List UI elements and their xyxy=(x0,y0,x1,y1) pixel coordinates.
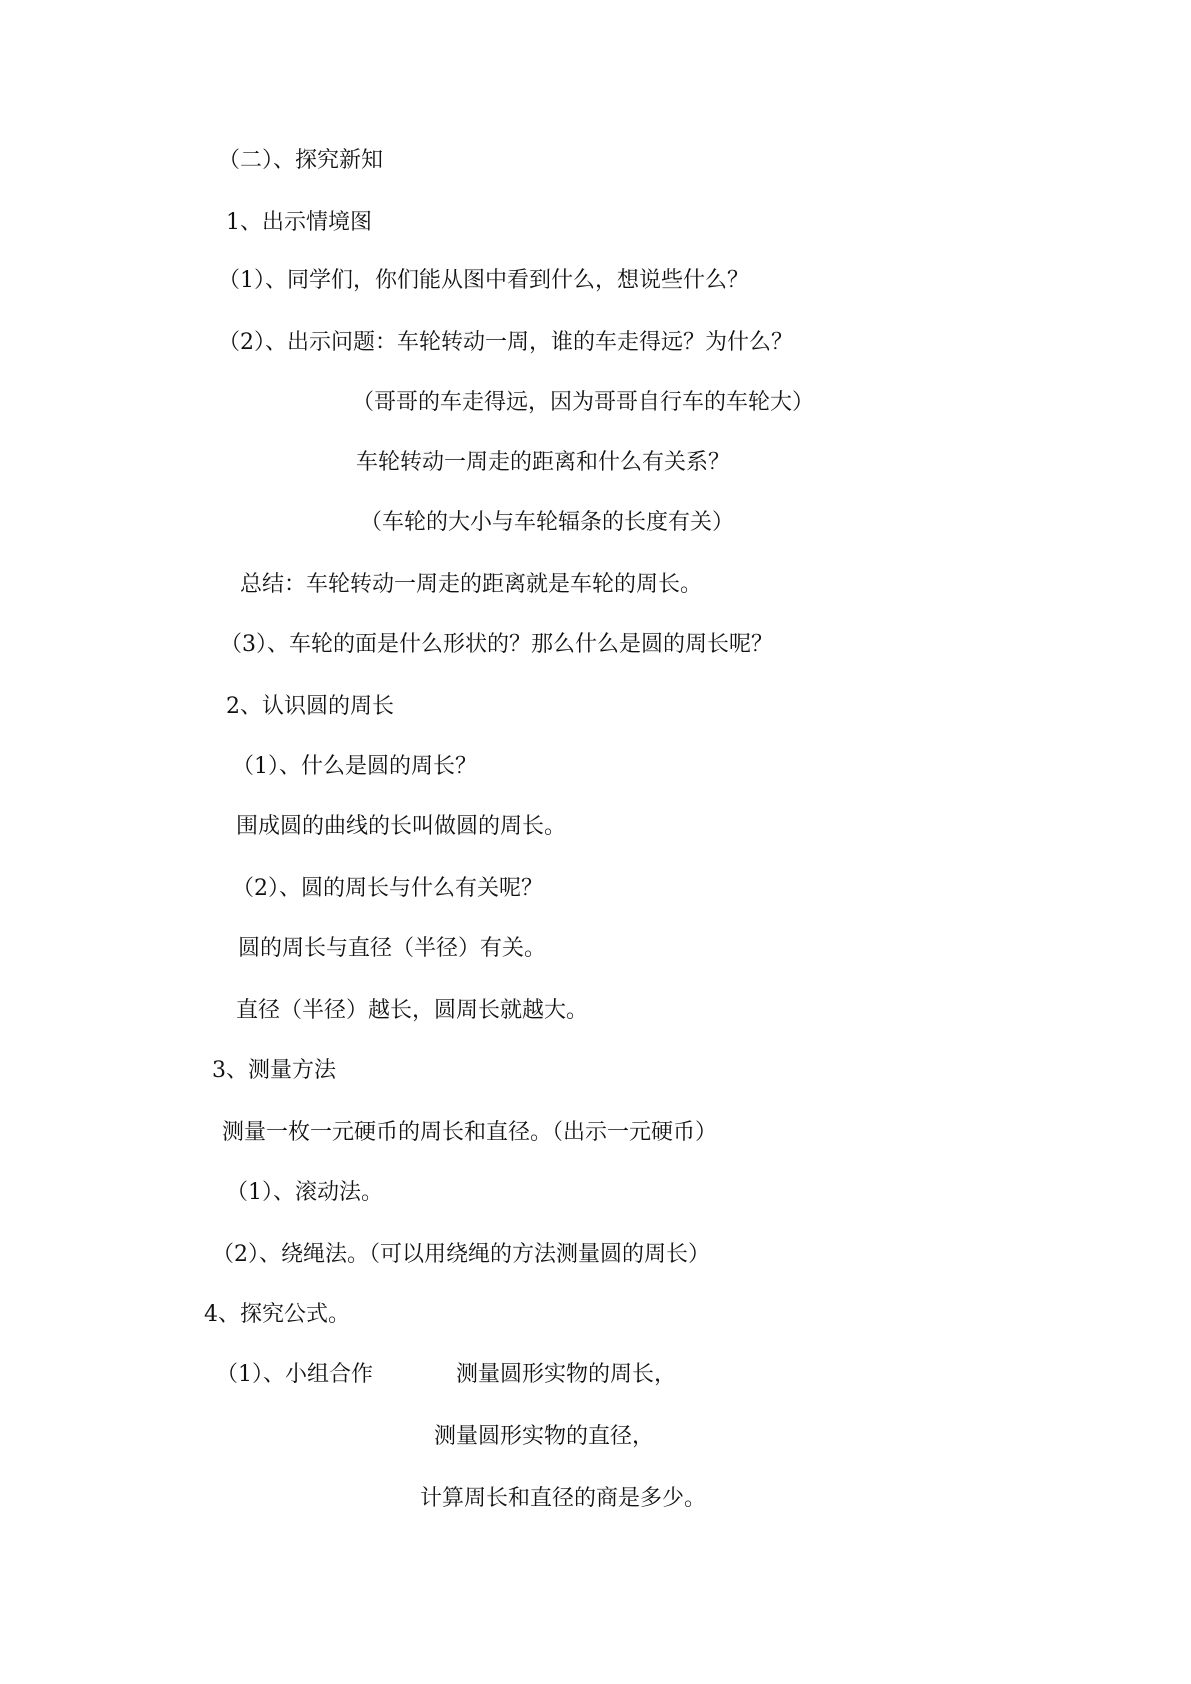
section-heading-explore: （二）、探究新知 xyxy=(218,148,384,173)
step-1-question-3: （3）、车轮的面是什么形状的？那么什么是圆的周长呢？ xyxy=(220,632,773,657)
group-task-2: 测量圆形实物的直径， xyxy=(434,1424,655,1449)
follow-up-question: 车轮转动一周走的距离和什么有关系？ xyxy=(356,450,731,475)
method-string: （2）、绕绳法。（可以用绕绳的方法测量圆的周长） xyxy=(212,1242,710,1267)
step-2-question-2: （2）、圆的周长与什么有关呢？ xyxy=(232,876,543,901)
group-work-label: （1）、小组合作 xyxy=(216,1362,373,1387)
relation-conclusion: 直径（半径）越长，圆周长就越大。 xyxy=(236,998,589,1023)
step-3-heading: 3、测量方法 xyxy=(212,1058,336,1083)
step-2-question-1: （1）、什么是圆的周长？ xyxy=(232,754,477,779)
answer-note-2: （车轮的大小与车轮辐条的长度有关） xyxy=(360,510,735,535)
definition-line: 围成圆的曲线的长叫做圆的周长。 xyxy=(236,814,567,839)
step-4-heading: 4、探究公式。 xyxy=(204,1302,350,1327)
answer-note-1: （哥哥的车走得远，因为哥哥自行车的车轮大） xyxy=(352,390,815,415)
group-task-1: 测量圆形实物的周长， xyxy=(456,1362,677,1387)
relation-line: 圆的周长与直径（半径）有关。 xyxy=(238,936,547,961)
step-1-question-1: （1）、同学们，你们能从图中看到什么，想说些什么？ xyxy=(218,268,749,293)
method-rolling: （1）、滚动法。 xyxy=(226,1180,383,1205)
summary-line: 总结：车轮转动一周走的距离就是车轮的周长。 xyxy=(240,572,703,597)
step-1-question-2: （2）、出示问题：车轮转动一周，谁的车走得远？为什么？ xyxy=(218,330,793,355)
step-1-heading: 1、出示情境图 xyxy=(226,210,372,235)
group-task-3: 计算周长和直径的商是多少。 xyxy=(420,1486,707,1511)
measure-task: 测量一枚一元硬币的周长和直径。（出示一元硬币） xyxy=(222,1120,718,1145)
step-2-heading: 2、认识圆的周长 xyxy=(226,694,394,719)
